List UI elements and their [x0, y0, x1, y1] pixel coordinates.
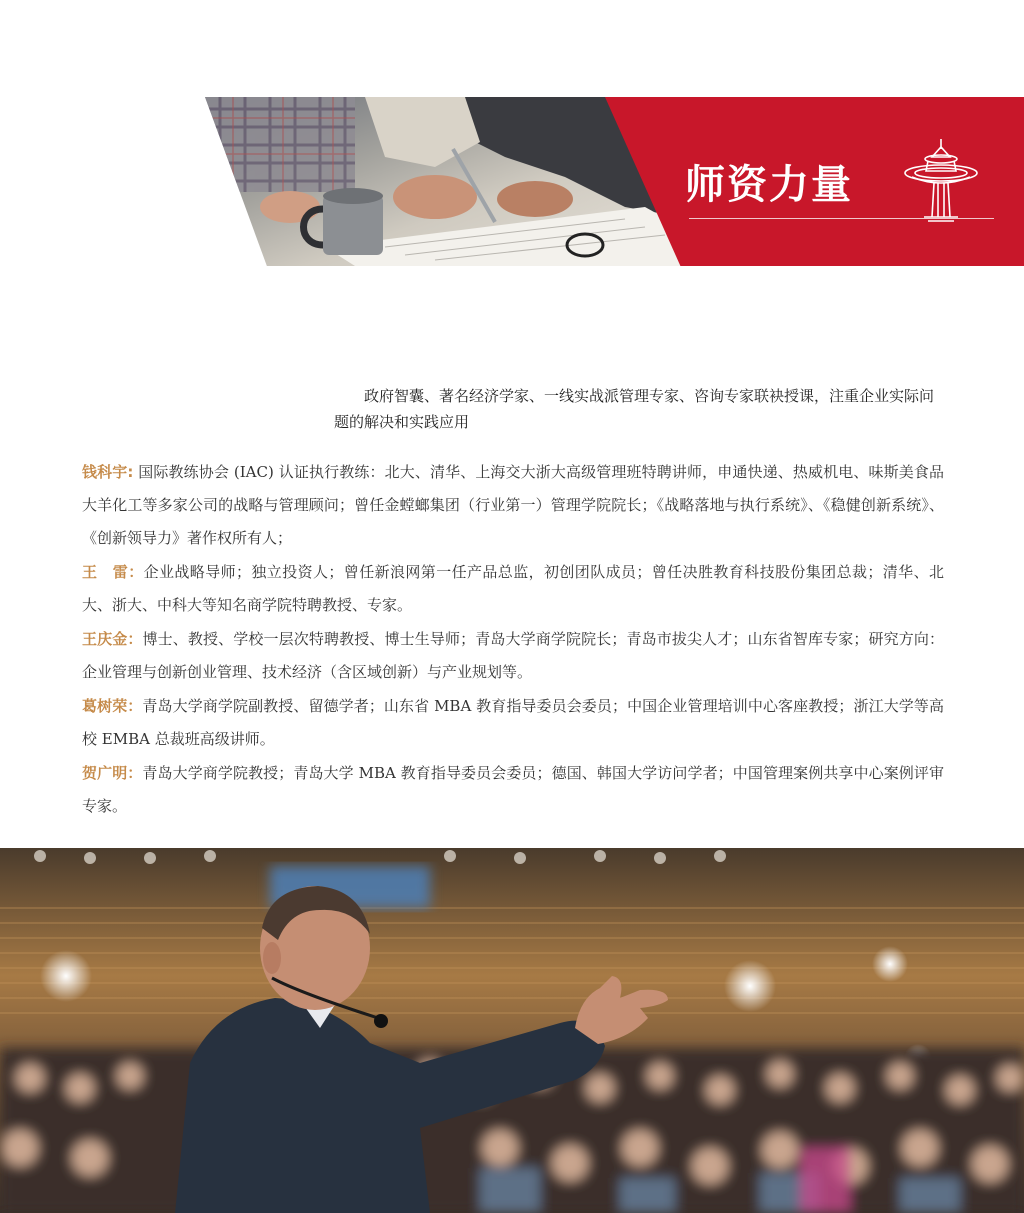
- faculty-bio: 青岛大学商学院副教授、留德学者；山东省 MBA 教育指导委员会委员；中国企业管理培训中心客座教授；浙江大学等高校 EMBA 总裁班高级讲师。: [82, 697, 944, 748]
- faculty-item: [82, 757, 944, 823]
- faculty-name: 钱科宇: [82, 463, 128, 481]
- faculty-bio: 企业战略导师；独立投资人；曾任新浪网第一任产品总监，初创团队成员；曾任决胜教育科技股份集团总裁；清华、北大、浙大、中科大等知名商学院特聘教授、专家。: [82, 563, 944, 614]
- tower-logo-icon: [898, 137, 984, 227]
- page-title: 师资力量: [685, 162, 853, 208]
- faculty-colon: ：: [127, 764, 143, 782]
- faculty-bio: 青岛大学商学院教授；青岛大学 MBA 教育指导委员会委员；德国、韩国大学访问学者；中国管理案例共享中心案例评审专家。: [82, 764, 944, 815]
- faculty-item: [82, 623, 944, 689]
- speaker-photo: [0, 848, 1024, 1213]
- faculty-name: 葛树荣: [82, 697, 128, 715]
- faculty-item: [82, 456, 944, 555]
- header-banner: [205, 97, 1024, 266]
- faculty-name: 王 雷: [82, 563, 129, 581]
- faculty-list: [82, 456, 944, 824]
- faculty-colon: :: [127, 463, 134, 481]
- faculty-colon: ：: [127, 697, 143, 715]
- faculty-colon: ：: [127, 630, 143, 648]
- faculty-name: 王庆金: [82, 630, 128, 648]
- banner-photo: [205, 97, 681, 266]
- faculty-item: [82, 556, 944, 622]
- intro-text: 政府智囊、著名经济学家、一线实战派管理专家、咨询专家联袂授课，注重企业实际问题的解决和实践应用: [334, 387, 935, 431]
- faculty-item: [82, 690, 944, 756]
- faculty-colon: ：: [128, 563, 144, 581]
- faculty-bio: 博士、教授、学校一层次特聘教授、博士生导师；青岛大学商学院院长；青岛市拔尖人才；山东省智库专家；研究方向：企业管理与创新创业管理、技术经济（含区域创新）与产业规划等。: [82, 630, 944, 681]
- faculty-name: 贺广明: [82, 764, 128, 782]
- faculty-bio: 国际教练协会 (IAC) 认证执行教练：北大、清华、上海交大浙大高级管理班特聘讲师，申通快递、热威机电、味斯美食品大羊化工等多家公司的战略与管理顾问；曾任金螳螂集团（行业第一）管理学院院长；《战略落地与执行系统》、《稳健创新系统》、《创新领导力》著作权所有人；: [82, 463, 944, 547]
